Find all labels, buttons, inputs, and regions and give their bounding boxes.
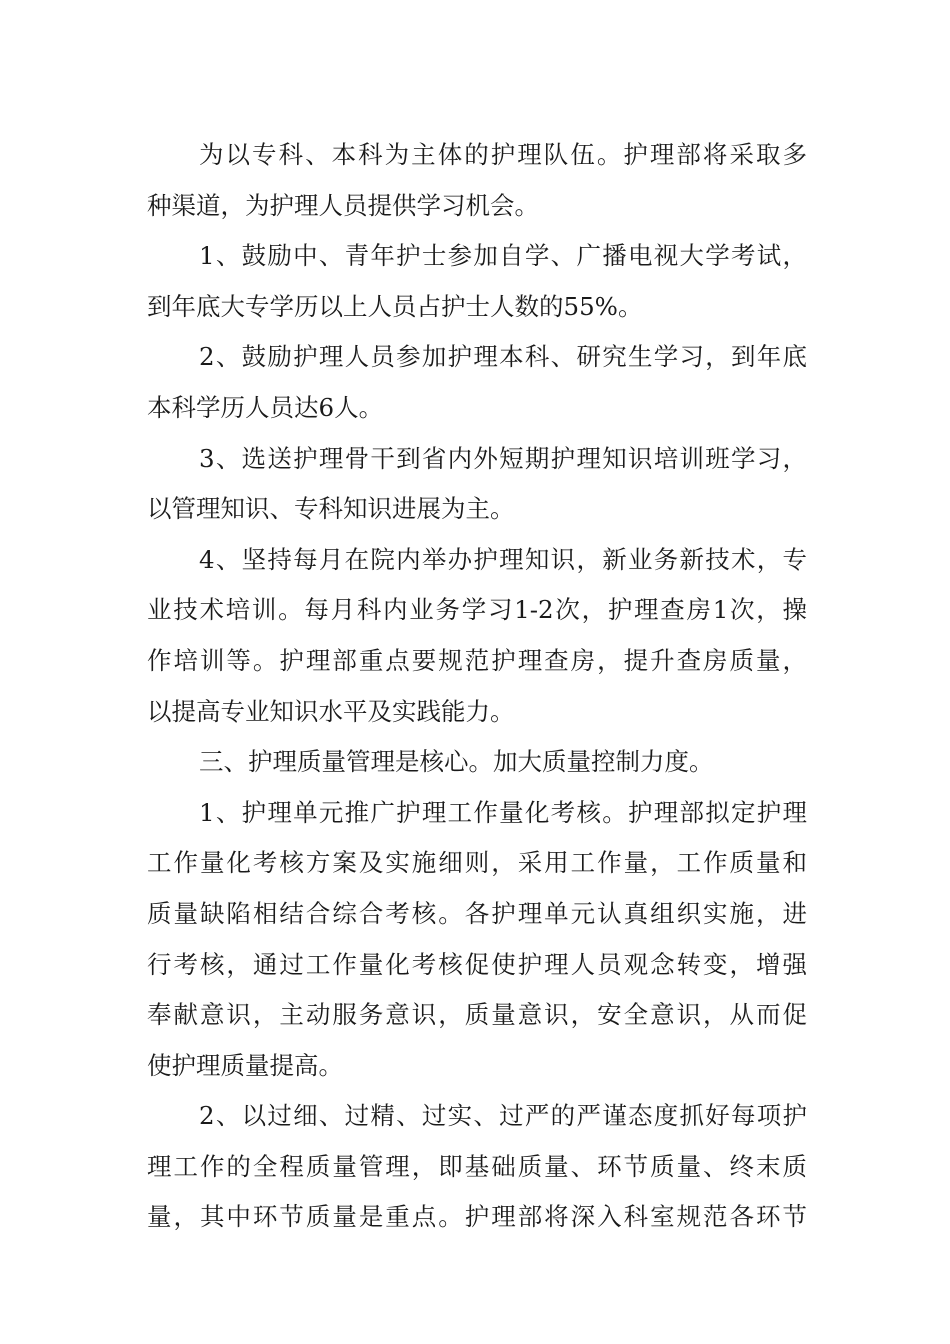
- text-line: 2、鼓励护理人员参加护理本科、研究生学习，到年底: [199, 342, 807, 372]
- text-line: 奉献意识，主动服务意识，质量意识，安全意识，从而促: [147, 1000, 807, 1030]
- text-line: 1、鼓励中、青年护士参加自学、广播电视大学考试，: [199, 241, 807, 271]
- text-line: 3、选送护理骨干到省内外短期护理知识培训班学习，: [199, 443, 807, 473]
- text-line: 量，其中环节质量是重点。护理部将深入科室规范各环节: [147, 1202, 807, 1232]
- text-line: 本科学历人员达6人。: [147, 392, 384, 422]
- text-line: 为以专科、本科为主体的护理队伍。护理部将采取多: [199, 140, 807, 169]
- text-line: 行考核，通过工作量化考核促使护理人员观念转变，增强: [147, 949, 807, 979]
- text-line: 以提高专业知识水平及实践能力。: [147, 696, 515, 726]
- text-line: 2、以过细、过精、过实、过严的严谨态度抓好每项护: [199, 1101, 807, 1131]
- text-line: 三、护理质量管理是核心。加大质量控制力度。: [199, 747, 714, 777]
- text-line: 种渠道，为护理人员提供学习机会。: [147, 190, 539, 220]
- text-line: 4、坚持每月在院内举办护理知识，新业务新技术，专: [199, 544, 807, 574]
- text-line: 工作量化考核方案及实施细则，采用工作量，工作质量和: [147, 848, 807, 878]
- text-line: 使护理质量提高。: [147, 1050, 343, 1080]
- text-line: 1、护理单元推广护理工作量化考核。护理部拟定护理: [199, 797, 807, 827]
- text-line: 理工作的全程质量管理，即基础质量、环节质量、终末质: [147, 1151, 807, 1181]
- text-line: 业技术培训。每月科内业务学习1-2次，护理查房1次，操: [147, 595, 807, 625]
- text-line: 到年底大专学历以上人员占护士人数的55%。: [147, 291, 643, 321]
- document-body: [147, 130, 807, 1243]
- text-line: 作培训等。护理部重点要规范护理查房，提升查房质量，: [147, 645, 807, 675]
- text-line: 以管理知识、专科知识进展为主。: [147, 494, 515, 524]
- text-line: 质量缺陷相结合综合考核。各护理单元认真组织实施，进: [147, 898, 807, 928]
